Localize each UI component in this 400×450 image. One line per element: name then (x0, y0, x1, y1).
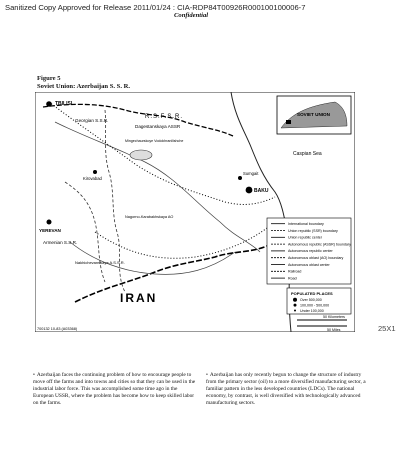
legend-item: Autonomous oblast center (288, 262, 330, 267)
inset-label: SOVIET UNION (297, 112, 330, 117)
pop-symbol (294, 310, 296, 312)
figure-title: Soviet Union: Azerbaijan S. S. R. (37, 82, 131, 90)
text-column-right (206, 372, 371, 407)
mingechaur-reservoir (130, 150, 152, 160)
legend-item: International boundary (288, 222, 324, 226)
pop-item: Over 500,000 (300, 298, 322, 302)
label-caspian: Caspian Sea (293, 151, 322, 157)
populated-places-legend (287, 288, 351, 314)
legend-item: Union republic (SSR) boundary (288, 228, 338, 233)
paragraph-right (206, 372, 371, 407)
pop-title: POPULATED PLACES (291, 291, 333, 296)
label-iran: IRAN (120, 291, 158, 305)
legend-item: Union republic center (288, 235, 322, 240)
map-legend (267, 218, 351, 284)
label-tbilisi: TBILISI (55, 101, 73, 107)
legend-item: Railroad (288, 269, 302, 274)
legend-item: Autonomous oblast (AO) boundary (288, 256, 344, 260)
map-id: 700132 10-83 (A03368) (37, 327, 78, 331)
paragraph-left-text: Azerbaijan faces the continuing problem of how to encourage people to move off the farms and into towns and cities so that they can be used in the industrial labor force. This was accomplished some time ago in the European USSR, where the problem has become how to keep skilled labor on the farms. (33, 372, 196, 407)
scale-km: 50 Kilometers (323, 315, 345, 319)
label-kirovabad: Kirovabad (83, 176, 102, 181)
city-yerevan (47, 220, 52, 225)
figure-caption (37, 75, 130, 90)
label-sumgait: Sumgait (243, 171, 259, 176)
bullet-icon: • (33, 372, 35, 378)
city-kirovabad (93, 170, 97, 174)
city-tbilisi (46, 101, 52, 107)
label-mingechaur: Mingechaurskoye Vodokhranilishche (125, 139, 184, 143)
legend-item: Autonomous republic (ASSR) boundary (288, 242, 351, 247)
pop-item: Under 100,000 (300, 308, 324, 313)
release-header: Sanitized Copy Approved for Release 2011/01/24 : CIA-RDP84T00926R000100100006-7 (5, 3, 306, 12)
inset-map (277, 96, 351, 134)
label-nakhichevan: Nakhichevanskaya A.S.S.R. (75, 260, 125, 265)
scale-mi: 50 Miles (327, 328, 341, 332)
redaction-note: 25X1 (378, 324, 396, 333)
text-column-left (33, 372, 198, 407)
pop-symbol (293, 298, 297, 302)
label-yerevan: YEREVAN (39, 228, 61, 233)
pop-symbol (294, 304, 297, 307)
pop-item: 100,000 - 500,000 (300, 303, 330, 308)
figure-number: Figure 5 (37, 75, 61, 82)
label-rsfsr: R.S.F.S.R. (145, 114, 184, 120)
label-nagorno: Nagorno-Karabakhskaya AO (125, 215, 174, 219)
classification-label: Confidential (174, 12, 209, 19)
label-armenian: Armenian S.S.R. (43, 240, 78, 245)
bullet-icon: • (206, 372, 208, 378)
label-georgian: Georgian S.S.R. (75, 118, 109, 123)
azerbaijan-map (35, 92, 355, 332)
legend-item: Road (288, 276, 297, 281)
paragraph-right-text: Azerbaijan has only recently begun to change the structure of industry from the primary sector (oil) to a more diversified manufacturing sector, a familiar pattern in the less developed countries (LDCs). The national economy, by contrast, is well diversified with technologically advanced manufacturing sectors. (206, 372, 366, 407)
label-dagestan: Dagestanskaya ASSR (135, 124, 181, 129)
legend-item: Autonomous republic center (288, 249, 333, 254)
label-baku: BAKU (254, 188, 269, 194)
city-sumgait (238, 176, 242, 180)
city-baku (246, 187, 253, 194)
paragraph-left (33, 372, 198, 407)
